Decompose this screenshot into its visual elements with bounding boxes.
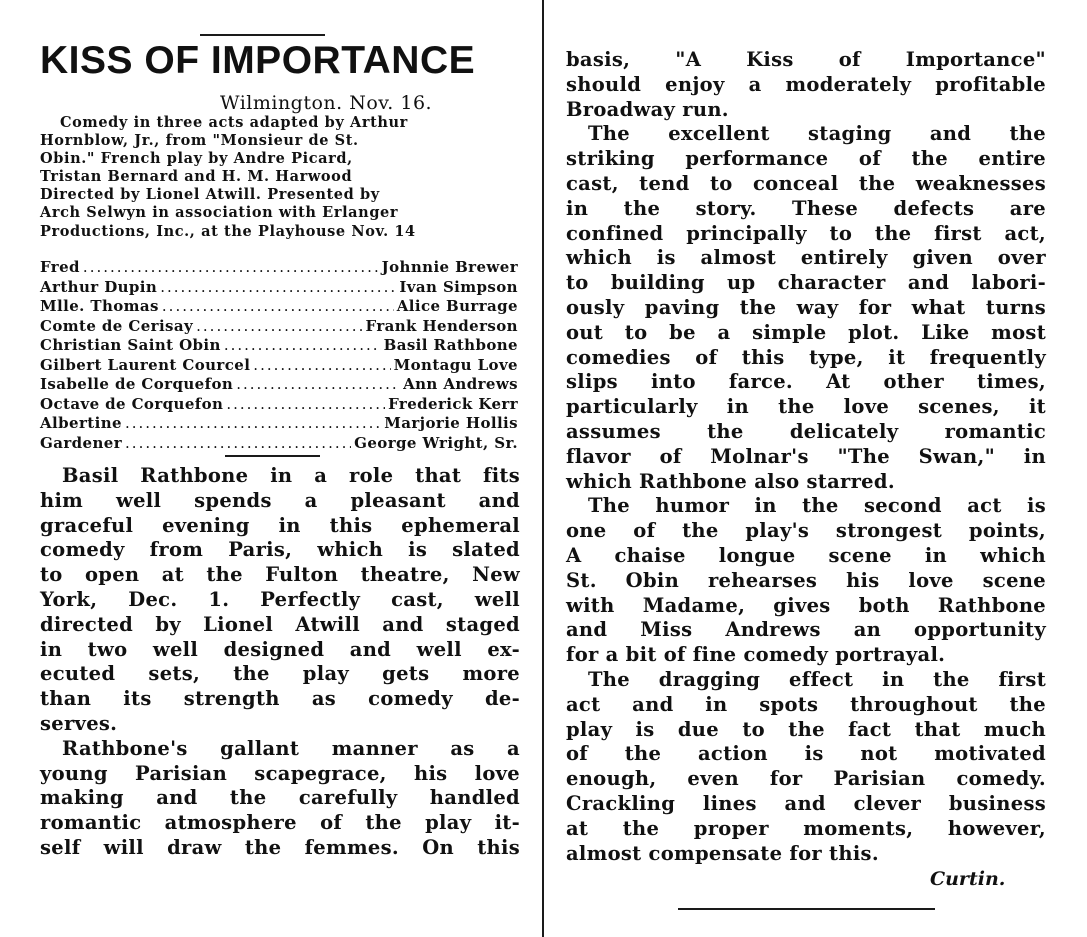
cast-row — [40, 258, 518, 278]
cast-actor: Ivan Simpson — [399, 277, 518, 296]
body-line: of the action is not motivated — [566, 742, 1046, 766]
cast-role: Christian Saint Obin — [40, 336, 221, 354]
cast-row — [40, 317, 518, 337]
cast-role: Gardener — [40, 433, 123, 452]
body-line: should enjoy a moderately profitable — [566, 72, 1046, 96]
cast-actor: Alice Burrage — [396, 297, 518, 315]
cast-role: Fred — [40, 258, 80, 276]
body-line: self will draw the femmes. On this — [40, 835, 520, 859]
body-line: assumes the delicately romantic — [566, 419, 1046, 443]
body-line: which is almost entirely given over — [566, 246, 1046, 270]
leader-dots — [160, 278, 396, 296]
cast-row — [40, 395, 518, 415]
body-line: for a bit of fine comedy portrayal. — [566, 643, 946, 667]
cast-role: Arthur Dupin — [40, 277, 158, 296]
review-body-left — [40, 464, 520, 861]
cast-role: Gilbert Laurent Courcel — [40, 355, 251, 374]
leader-dots — [226, 395, 385, 413]
cast-actor: George Wright, Sr. — [354, 433, 518, 452]
body-line: Broadway run. — [566, 97, 729, 121]
body-line: Rathbone's gallant manner as a — [62, 736, 520, 760]
cast-row — [40, 375, 518, 395]
cast-actor: Marjorie Hollis — [384, 414, 518, 432]
cast-role: Octave de Corquefon — [40, 394, 224, 413]
body-line: The humor in the second act is — [588, 494, 1046, 518]
body-line: him well spends a pleasant and — [40, 488, 520, 512]
body-line: play is due to the fact that much — [566, 717, 1046, 741]
headline-top-rule — [200, 34, 325, 36]
credits-line: Tristan Bernard and H. M. Harwood — [40, 168, 353, 186]
cast-actor: Frank Henderson — [365, 316, 518, 335]
body-line: Crackling lines and clever business — [566, 791, 1046, 815]
body-line: making and the carefully handled — [40, 786, 520, 810]
body-line: confined principally to the first act, — [566, 221, 1046, 245]
body-line: at the proper moments, however, — [566, 816, 1046, 840]
cast-actor: Frederick Kerr — [388, 394, 518, 413]
leader-dots — [83, 258, 379, 276]
cast-row — [40, 278, 518, 298]
credits-line: Obin." French play by Andre Picard, — [40, 150, 353, 168]
body-line: graceful evening in this ephemeral — [40, 513, 520, 537]
credits-line: Comedy in three acts adapted by Arthur — [60, 114, 408, 131]
cast-row — [40, 414, 518, 434]
section-rule — [225, 455, 320, 457]
body-line: St. Obin rehearses his love scene — [566, 568, 1046, 592]
cast-row — [40, 336, 518, 356]
body-line: flavor of Molnar's "The Swan," in — [566, 444, 1046, 468]
body-line: basis, "A Kiss of Importance" — [566, 48, 1046, 71]
body-line: ecuted sets, the play gets more — [40, 662, 520, 686]
leader-dots — [125, 434, 351, 452]
credits-line: Hornblow, Jr., from "Monsieur de St. — [40, 132, 359, 150]
body-line: striking performance of the entire — [566, 147, 1046, 171]
leader-dots — [253, 356, 390, 374]
body-line: comedies of this type, it frequently — [566, 345, 1046, 369]
leader-dots — [125, 414, 381, 432]
body-line: comedy from Paris, which is slated — [40, 538, 520, 562]
cast-role: Mlle. Thomas — [40, 297, 159, 315]
body-line: directed by Lionel Atwill and staged — [40, 612, 520, 636]
leader-dots — [196, 317, 362, 335]
dateline: Wilmington. Nov. 16. — [220, 92, 433, 114]
body-line: slips into farce. At other times, — [566, 370, 1046, 394]
body-line: romantic atmosphere of the play it- — [40, 811, 520, 835]
body-line: The excellent staging and the — [588, 122, 1046, 146]
cast-role: Isabelle de Corquefon — [40, 375, 234, 393]
body-line: young Parisian scapegrace, his love — [40, 761, 520, 785]
body-line: to building up character and labori- — [566, 271, 1046, 295]
body-line: and Miss Andrews an opportunity — [566, 618, 1046, 642]
body-line: cast, tend to conceal the weaknesses — [566, 171, 1046, 195]
cast-actor: Johnnie Brewer — [381, 258, 518, 276]
author-signature: Curtin. — [930, 868, 1006, 890]
body-line: Basil Rathbone in a role that fits — [62, 464, 520, 487]
cast-row — [40, 434, 518, 454]
body-line: than its strength as comedy de- — [40, 687, 520, 711]
body-line: almost compensate for this. — [566, 841, 879, 865]
body-line: York, Dec. 1. Perfectly cast, well — [40, 587, 520, 611]
body-line: act and in spots throughout the — [566, 692, 1046, 716]
body-line: serves. — [40, 711, 118, 735]
leader-dots — [224, 336, 381, 354]
body-line: which Rathbone also starred. — [566, 469, 895, 493]
cast-actor: Ann Andrews — [403, 375, 518, 393]
review-body-right — [566, 48, 1046, 866]
body-line: to open at the Fulton theatre, New — [40, 563, 520, 587]
headline: KISS OF IMPORTANCE — [40, 39, 476, 82]
body-line: one of the play's strongest points, — [566, 519, 1046, 543]
body-line: ously paving the way for what turns — [566, 295, 1046, 319]
cast-actor: Basil Rathbone — [383, 336, 518, 354]
body-line: in two well designed and well ex- — [40, 637, 520, 661]
credits-line: Directed by Lionel Atwill. Presented by — [40, 186, 380, 204]
production-credits — [40, 114, 520, 241]
body-line: out to be a simple plot. Like most — [566, 320, 1046, 344]
cast-role: Albertine — [40, 414, 122, 432]
body-line: particularly in the love scenes, it — [566, 395, 1046, 419]
cast-role: Comte de Cerisay — [40, 316, 194, 335]
leader-dots — [236, 375, 400, 393]
body-line: A chaise longue scene in which — [566, 543, 1046, 567]
cast-row — [40, 297, 518, 317]
column-divider — [542, 0, 544, 937]
cast-actor: Montagu Love — [393, 355, 518, 374]
body-line: in the story. These defects are — [566, 196, 1046, 220]
body-line: enough, even for Parisian comedy. — [566, 767, 1046, 791]
body-line: with Madame, gives both Rathbone — [566, 593, 1046, 617]
credits-line: Arch Selwyn in association with Erlanger — [40, 204, 399, 222]
end-rule — [678, 908, 935, 910]
cast-list — [40, 258, 518, 453]
leader-dots — [162, 297, 394, 315]
body-line: The dragging effect in the first — [588, 667, 1046, 691]
cast-row — [40, 356, 518, 376]
credits-line: Productions, Inc., at the Playhouse Nov. 14 — [40, 222, 416, 240]
